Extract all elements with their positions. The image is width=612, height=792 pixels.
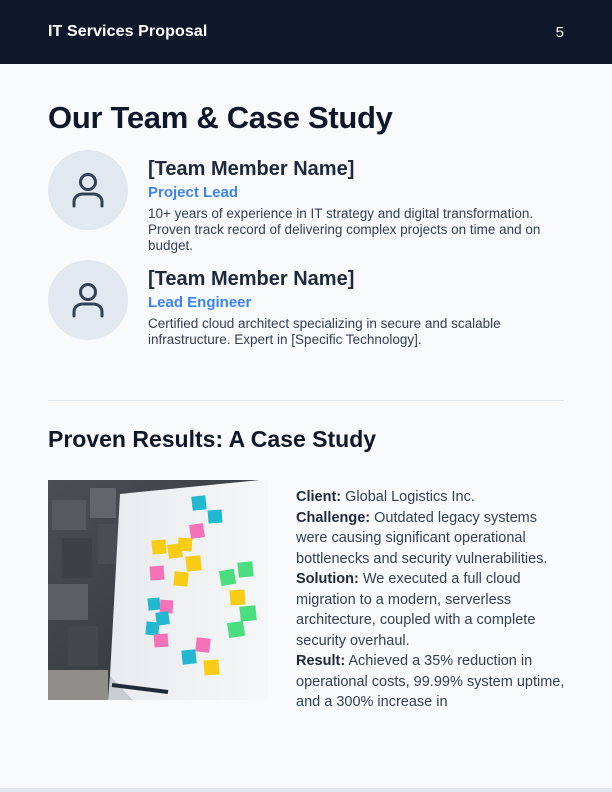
page-header bbox=[0, 0, 612, 64]
team-member-role: Project Lead bbox=[148, 184, 239, 201]
case-solution-label: Solution: bbox=[296, 571, 359, 587]
page-footer-bar bbox=[0, 788, 612, 792]
team-member-name: [Team Member Name] bbox=[148, 158, 355, 180]
case-result-value: Achieved a 35% reduction in operational costs, 99.99% system uptime, and a 300% increase in bbox=[296, 653, 565, 710]
document-title: IT Services Proposal bbox=[48, 23, 208, 40]
case-challenge-label: Challenge: bbox=[296, 509, 371, 526]
section-title: Our Team & Case Study bbox=[48, 100, 393, 135]
user-icon bbox=[48, 260, 128, 340]
case-study-title: Proven Results: A Case Study bbox=[48, 426, 377, 452]
case-challenge-value: Outdated legacy systems were causing significant operational bottlenecks and security vulnerabilities. bbox=[296, 509, 548, 567]
case-client-label: Client: bbox=[296, 489, 342, 505]
case-client bbox=[296, 487, 566, 508]
team-member-info bbox=[148, 266, 564, 348]
team-member-bio: Certified cloud architect specializing in secure and scalable infrastructure. Expert in [Specific Technology]. bbox=[148, 316, 501, 347]
page-number: 5 bbox=[555, 23, 564, 41]
case-challenge bbox=[296, 508, 566, 570]
case-result bbox=[296, 651, 566, 713]
team-member-bio: 10+ years of experience in IT strategy and digital transformation. Proven track record of delivering complex projects on time and on budget. bbox=[148, 206, 541, 253]
section-divider bbox=[48, 400, 564, 401]
case-client-value: Global Logistics Inc. bbox=[345, 489, 475, 505]
team-member-info bbox=[148, 156, 564, 254]
team-member-role: Lead Engineer bbox=[148, 294, 252, 311]
case-result-label: Result: bbox=[296, 653, 346, 669]
team-member-name: [Team Member Name] bbox=[148, 268, 355, 290]
case-study-image bbox=[48, 480, 268, 700]
case-study-details bbox=[296, 487, 566, 710]
user-icon bbox=[48, 150, 128, 230]
case-solution-value: We executed a full cloud migration to a modern, serverless architecture, coupled with a complete security overhaul. bbox=[296, 571, 536, 649]
case-solution bbox=[296, 569, 566, 651]
